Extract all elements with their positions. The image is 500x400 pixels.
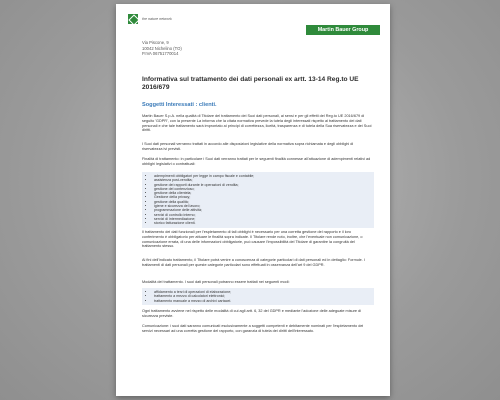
address-line: P.IVA 06751770014: [142, 51, 179, 57]
address-line: Via Piscone, 9: [142, 40, 169, 45]
methods-list-box: [142, 288, 374, 305]
list-item: • igiene e sicurezza del lavoro;: [154, 204, 374, 208]
list-item: • servizi di controllo interno;: [154, 213, 374, 217]
company-logo: [128, 14, 172, 24]
paragraph: Ai fini dell'indicato trattamento, il Titolare potrà venire a conoscenza di categorie particolari di dati personali ed in dettaglio: Formule. I trattamenti di dati personali per queste categorie particolari sono effettuati in osservanza dell'art 9 del GDPR.: [142, 258, 365, 267]
list-item: • assistenza post-vendita;: [154, 178, 374, 182]
purposes-list-box: [142, 172, 374, 228]
company-address: [142, 40, 182, 57]
list-item: • programmazione delle attività;: [154, 208, 374, 212]
list-item: • gestione dei rapporti durante le operazioni di vendita;: [154, 183, 374, 187]
list-item: • gestione del contenzioso;: [154, 187, 374, 191]
brand-label: Martin Bauer Group: [306, 25, 380, 35]
list-item: • gestione della qualità;: [154, 200, 374, 204]
section-title: Soggetti Interessati : clienti.: [142, 102, 217, 108]
paragraph: Modalità del trattamento. I suoi dati personali potranno essere trattati nei seguenti modi:: [142, 280, 290, 284]
list-item: • affidamento a terzi di operazioni di elaborazione;: [154, 290, 374, 294]
tagline: the nature network: [142, 17, 172, 21]
paragraph: Ogni trattamento avviene nel rispetto delle modalità di cui agli artt. 6, 32 del GDPR e mediante l'adozione delle adeguate misure di sicurezza previste.: [142, 309, 361, 318]
list-item: • servizi di intermediazione;: [154, 217, 374, 221]
list-item: • gestione della clientela;: [154, 191, 374, 195]
paragraph: I Suoi dati personali verranno trattati in accordo alle disposizioni legislative della normativa sopra richiamata e degli obblighi di riservatezza ivi previsti.: [142, 142, 354, 151]
document-page: [116, 4, 390, 396]
list-item: • adempimenti obbligatori per legge in campo fiscale e contabile;: [154, 174, 374, 178]
list-item: • Gestione della privacy;: [154, 195, 374, 199]
list-item: • trattamento a mezzo di calcolatori elettronici;: [154, 294, 374, 298]
document-title: Informativa sul trattamento dei dati personali ex artt. 13-14 Reg.to UE 2016/679: [142, 76, 359, 92]
paragraph: Martin Bauer S.p.A. nella qualità di Titolare del trattamento dei Suoi dati personali, ai sensi e per gli effetti del Reg.to UE 2016/679 di seguito 'GDPR', con la presente La informa che la citata normativa prevede la tutela degli interessati rispetto al trattamento dei dati personali e che tale trattamento sarà improntato ai principi di correttezza, liceità, trasparenza e di tutela della Sua riservatezza e dei Suoi diritti.: [142, 114, 372, 133]
paragraph: Comunicazione: i suoi dati saranno comunicati esclusivamente a soggetti competenti e debitamente nominati per l'espletamento dei servizi necessari ad una corretta gestione del rapporto, con garanzia di tutela dei diritti dell'interessato.: [142, 324, 364, 333]
list-item: • storico fatturazione clienti.: [154, 221, 374, 225]
leaf-logo-icon: [128, 14, 138, 24]
paragraph: Il trattamento dei dati funzionali per l'espletamento di tali obblighi è necessario per una corretta gestione del rapporto e il loro conferimento è obbligatorio per attuare le finalità sopra indicate. Il Titolare rende noto, inoltre, che l'eventuale non comunicazione, o comunicazione errata, di una delle informazioni obbligatorie, può causare l'impossibilità del Titolare di garantire la congruità del trattamento stesso.: [142, 230, 363, 249]
list-item: • trattamento manuale a mezzo di archivi cartacei.: [154, 299, 374, 303]
paragraph: Finalità di trattamento: in particolare i Suoi dati verranno trattati per le seguenti finalità connesse all'attuazione di adempimenti relativi ad obblighi legislativi o contrattuali:: [142, 157, 371, 166]
address-line: 10042 Nichelino (TO): [142, 45, 182, 51]
